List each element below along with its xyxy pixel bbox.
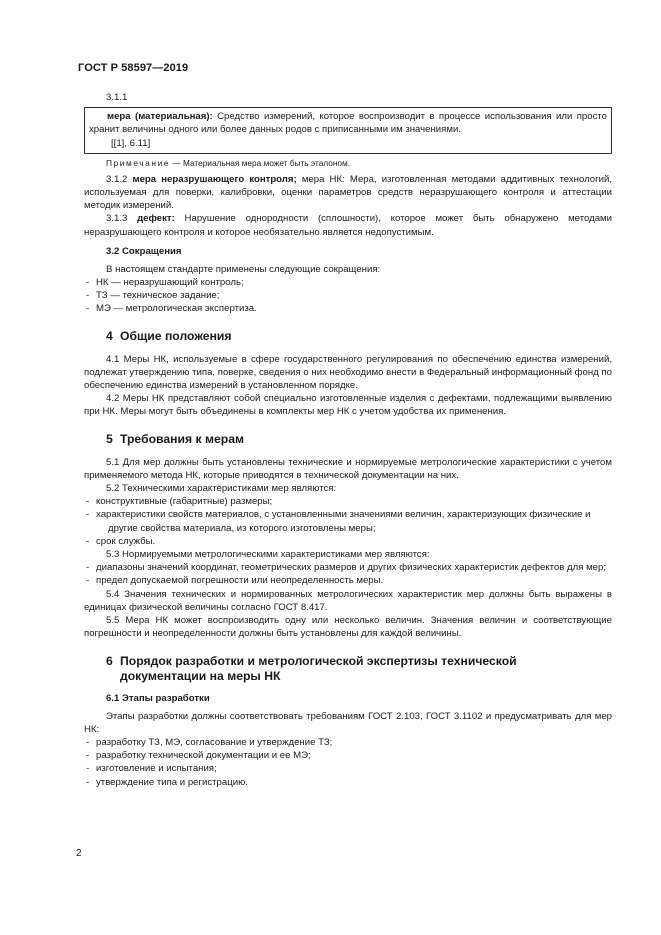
page-number: 2 xyxy=(76,848,82,859)
subsection-title-6-1: 6.1 Этапы разработки xyxy=(106,692,210,704)
term-name: мера (материальная): xyxy=(107,111,213,123)
list-item: - характеристики свойств материалов, с установленными значениями величин, характеризующих физические и другие свойства материала, из которого изготовлены меры; xyxy=(86,509,591,534)
paragraph-4-2: 4.2 Меры НК представляют собой специально изготовленные изделия с дефектами, подлежащими выявлению при НК. Меры могут быть объединены в комплекты мер НК с учетом удобства их применения. xyxy=(84,393,612,418)
note-text: — Материальная мера может быть эталоном. xyxy=(170,157,351,168)
term-definition-3-1-2: 3.1.2 мера неразрушающего контроля; мера НК: Мера, изготовленная методами аддитивных технологий, используемая для поверки, калибровки, оценки параметров средств неразрушающего контроля и аттестации методик измерений. xyxy=(84,173,613,212)
note xyxy=(84,157,612,169)
term-text: мера НК: Мера, изготовленная методами аддитивных технологий, используемая для поверки, калибровки, оценки параметров средств неразрушающего контроля и аттестации методик измерений. xyxy=(84,173,613,212)
list-item: - предел допускаемой погрешности или неопределенность меры. xyxy=(86,575,384,587)
term-number-3-1-1: 3.1.1 xyxy=(106,92,128,103)
term-source: [[1], 6.11] xyxy=(111,137,151,149)
term-definition-3-1-1 xyxy=(89,110,607,136)
section-title-4: 4 Общие положения xyxy=(106,328,232,343)
list-item: - разработку ТЗ, МЭ, согласование и утверждение ТЗ; xyxy=(86,736,333,748)
section-title-5: 5 Требования к мерам xyxy=(106,431,244,446)
subsection-title-3-2: 3.2 Сокращения xyxy=(106,245,182,257)
list-item: - ТЗ — техническое задание; xyxy=(86,290,220,302)
list-item: - разработку технической документации и ее МЭ; xyxy=(86,750,311,762)
term-name: дефект: xyxy=(137,213,175,225)
term-text: Нарушение однородности (сплошности), которое может быть обнаружено методами неразрушающего контроля и которое необязательно является недопустимым. xyxy=(84,213,612,238)
paragraph-5-1: 5.1 Для мер должны быть установлены технические и нормируемые метрологические характеристики с учетом применяемого метода НК, которые приводятся в технической документации на них. xyxy=(84,456,612,481)
list-item: - утверждение типа и регистрацию. xyxy=(86,776,248,788)
paragraph-5-4: 5.4 Значения технических и нормированных метрологических характеристик мер должны быть выражены в единицах физической величины согласно ГОСТ 8.417. xyxy=(84,588,612,613)
list-item: - диапазоны значений координат, геометрических размеров и других физических характеристик дефектов для мер; xyxy=(86,562,607,574)
term-name: мера неразрушающего контроля; xyxy=(132,173,297,185)
paragraph-4-1: 4.1 Меры НК, используемые в сфере государственного регулирования по обеспечению единства измерений, подлежат утверждению типа, поверке, сведения о них необходимо внести в Федеральный информационный фонд по обеспечению единства измерений в установленном порядке. xyxy=(84,353,612,392)
paragraph-6-1-intro: Этапы разработки должны соответствовать требованиям ГОСТ 2.103, ГОСТ 3.1102 и предусматривать для мер НК: xyxy=(84,710,612,735)
term-definition-3-1-3: 3.1.3 дефект: Нарушение однородности (сплошности), которое может быть обнаружено методами неразрушающего контроля и которое необязательно является недопустимым. xyxy=(84,213,612,238)
document-header: ГОСТ Р 58597—2019 xyxy=(78,62,189,74)
list-item: - изготовление и испытания; xyxy=(86,763,217,775)
paragraph-5-5: 5.5 Мера НК может воспроизводить одну или несколько величин. Значения величин и соответствующие погрешности и неопределенности должны быть установлены для каждой величины. xyxy=(84,615,612,640)
term-box-3-1-1 xyxy=(84,107,612,154)
list-item: - конструктивные (габаритные) размеры; xyxy=(86,496,273,508)
abbrev-intro: В настоящем стандарте применены следующие сокращения: xyxy=(106,263,381,275)
section-title-6: 6 Порядок разработки и метрологической экспертизы технической документации на меры НК xyxy=(106,653,517,683)
paragraph-5-2: 5.2 Техническими характеристиками мер являются: xyxy=(106,483,337,495)
term-text: Средство измерений, которое воспроизводит в процессе использования или просто хранит величины одного или более данных родов с приписанными им значениями. xyxy=(89,111,607,136)
list-item: - срок службы. xyxy=(86,535,156,547)
list-item: - МЭ — метрологическая экспертиза. xyxy=(86,303,257,315)
list-item: - НК — неразрушающий контроль; xyxy=(86,277,244,289)
paragraph-5-3: 5.3 Нормируемыми метрологическими характеристиками мер являются: xyxy=(106,549,430,561)
document-body xyxy=(84,91,612,789)
note-label: Примечание xyxy=(106,157,171,168)
